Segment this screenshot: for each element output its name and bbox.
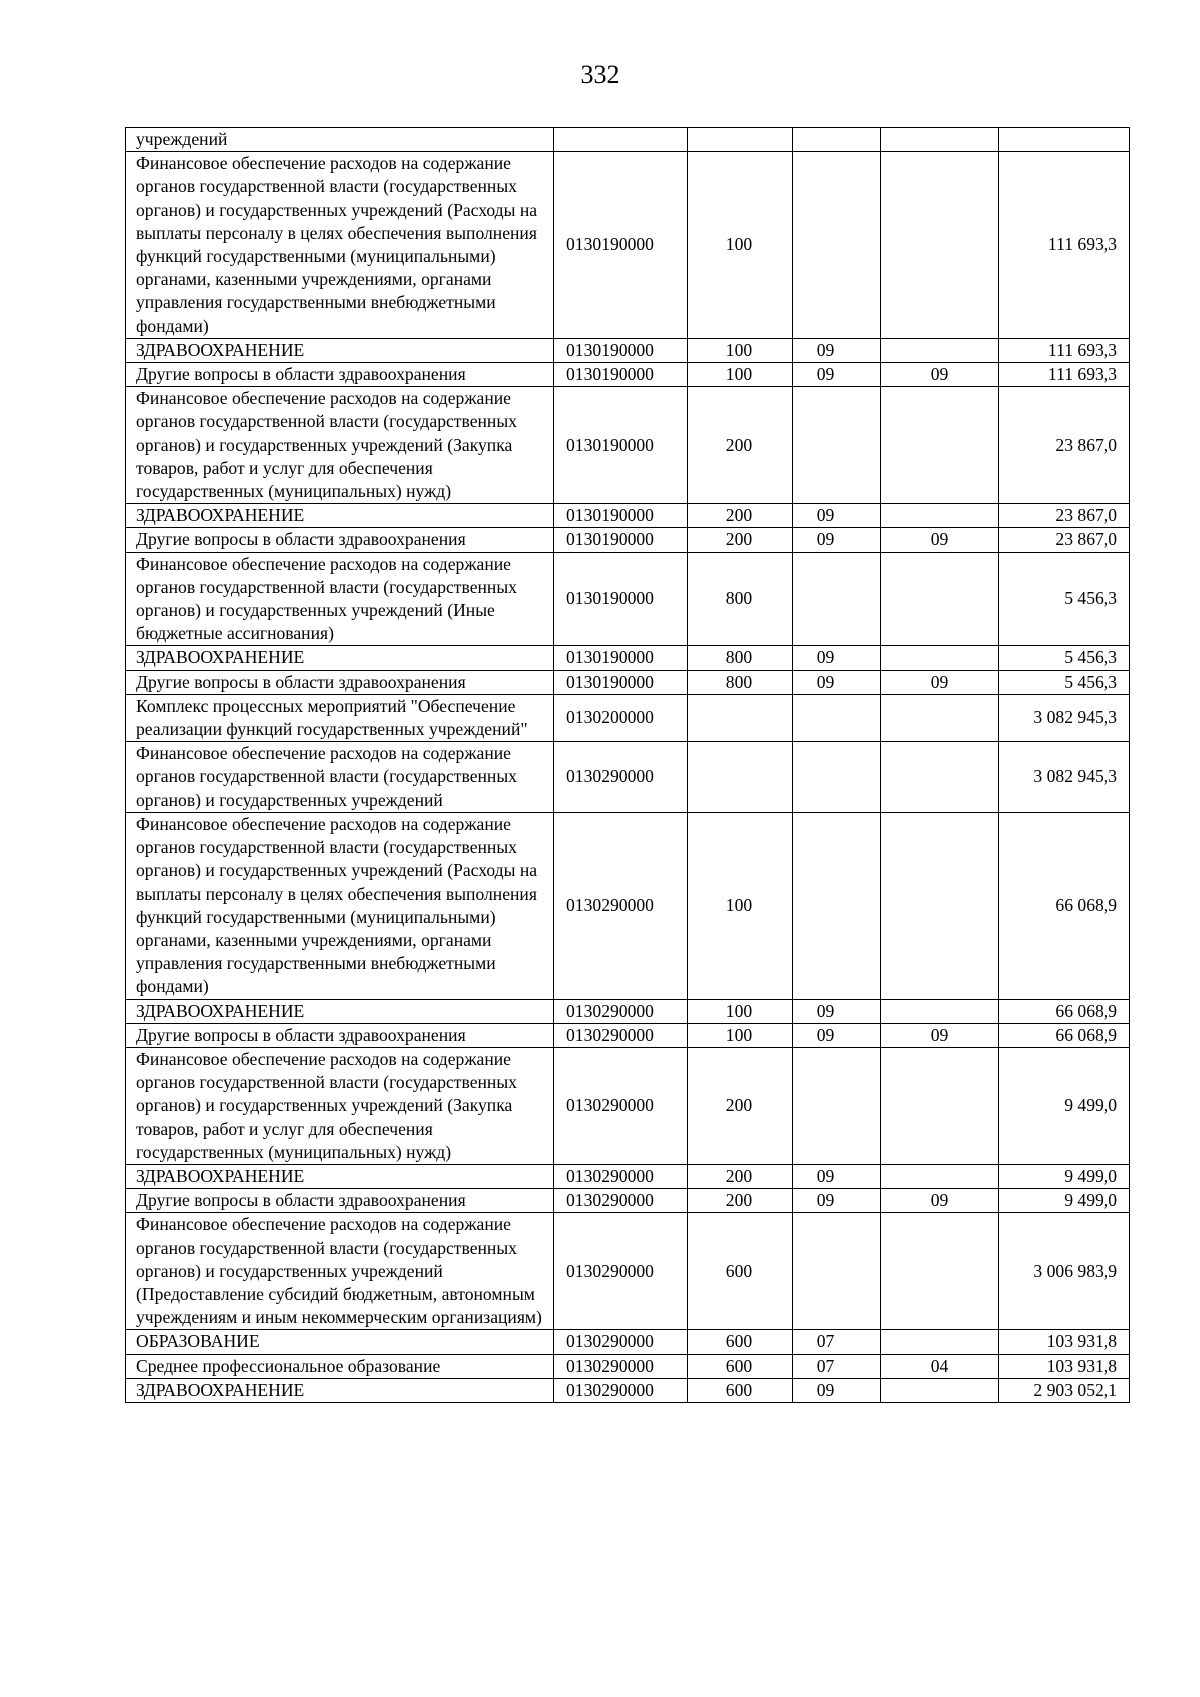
- row-expense-type-cell: 100: [688, 152, 793, 339]
- row-name-cell: ЗДРАВООХРАНЕНИЕ: [126, 1378, 554, 1402]
- table-row: [126, 338, 1130, 362]
- row-subsection-cell: [881, 128, 999, 152]
- row-subsection-cell: 09: [881, 528, 999, 552]
- row-subsection-cell: [881, 742, 999, 813]
- row-expense-type-cell: 800: [688, 670, 793, 694]
- row-name-cell: Финансовое обеспечение расходов на содержание органов государственной власти (государственных органов) и государственных учреждений (Закупка товаров, работ и услуг для обеспечения государственных (муниципальных) нужд): [126, 387, 554, 504]
- table-row: [126, 504, 1130, 528]
- row-target-article-cell: 0130190000: [554, 387, 688, 504]
- row-amount-cell: 66 068,9: [999, 999, 1130, 1023]
- row-amount-cell: 3 082 945,3: [999, 694, 1130, 741]
- row-section-cell: [793, 742, 881, 813]
- row-expense-type-cell: 100: [688, 363, 793, 387]
- row-expense-type-cell: 200: [688, 504, 793, 528]
- row-name-cell: ЗДРАВООХРАНЕНИЕ: [126, 338, 554, 362]
- table-row: [126, 1164, 1130, 1188]
- table-row: [126, 552, 1130, 646]
- row-amount-cell: 103 931,8: [999, 1330, 1130, 1354]
- row-name-cell: ЗДРАВООХРАНЕНИЕ: [126, 1164, 554, 1188]
- row-amount-cell: 111 693,3: [999, 338, 1130, 362]
- row-target-article-cell: 0130190000: [554, 152, 688, 339]
- row-target-article-cell: 0130290000: [554, 1047, 688, 1164]
- row-name-cell: ЗДРАВООХРАНЕНИЕ: [126, 999, 554, 1023]
- row-target-article-cell: 0130190000: [554, 338, 688, 362]
- row-subsection-cell: [881, 152, 999, 339]
- row-subsection-cell: [881, 504, 999, 528]
- row-amount-cell: [999, 128, 1130, 152]
- row-subsection-cell: 09: [881, 1023, 999, 1047]
- row-target-article-cell: 0130190000: [554, 646, 688, 670]
- row-subsection-cell: [881, 1047, 999, 1164]
- table-row: [126, 670, 1130, 694]
- table-row: [126, 999, 1130, 1023]
- table-row: [126, 1047, 1130, 1164]
- row-expense-type-cell: 600: [688, 1330, 793, 1354]
- row-section-cell: [793, 1213, 881, 1330]
- row-name-cell: Финансовое обеспечение расходов на содержание органов государственной власти (государственных органов) и государственных учреждений: [126, 742, 554, 813]
- row-amount-cell: 5 456,3: [999, 670, 1130, 694]
- row-expense-type-cell: 600: [688, 1378, 793, 1402]
- row-name-cell: Финансовое обеспечение расходов на содержание органов государственной власти (государственных органов) и государственных учреждений (Предоставление субсидий бюджетным, автономным учреждениям и иным некоммерческим организациям): [126, 1213, 554, 1330]
- row-section-cell: 07: [793, 1330, 881, 1354]
- row-target-article-cell: 0130200000: [554, 694, 688, 741]
- row-name-cell: Другие вопросы в области здравоохранения: [126, 363, 554, 387]
- row-amount-cell: 23 867,0: [999, 528, 1130, 552]
- row-amount-cell: 9 499,0: [999, 1189, 1130, 1213]
- row-section-cell: 09: [793, 646, 881, 670]
- row-target-article-cell: 0130190000: [554, 552, 688, 646]
- row-amount-cell: 66 068,9: [999, 1023, 1130, 1047]
- row-expense-type-cell: [688, 742, 793, 813]
- row-name-cell: Среднее профессиональное образование: [126, 1354, 554, 1378]
- row-amount-cell: 3 006 983,9: [999, 1213, 1130, 1330]
- row-subsection-cell: [881, 812, 999, 999]
- table-row: [126, 1330, 1130, 1354]
- row-target-article-cell: 0130290000: [554, 1213, 688, 1330]
- row-expense-type-cell: 600: [688, 1213, 793, 1330]
- row-section-cell: [793, 694, 881, 741]
- row-subsection-cell: [881, 999, 999, 1023]
- row-section-cell: 09: [793, 670, 881, 694]
- table-row: [126, 128, 1130, 152]
- page-number: 332: [580, 60, 620, 89]
- row-target-article-cell: 0130290000: [554, 1330, 688, 1354]
- row-section-cell: 09: [793, 1164, 881, 1188]
- table-row: [126, 1354, 1130, 1378]
- row-subsection-cell: [881, 338, 999, 362]
- row-subsection-cell: [881, 646, 999, 670]
- row-expense-type-cell: 200: [688, 528, 793, 552]
- row-expense-type-cell: [688, 128, 793, 152]
- table-row: [126, 363, 1130, 387]
- row-name-cell: Другие вопросы в области здравоохранения: [126, 1023, 554, 1047]
- row-name-cell: Другие вопросы в области здравоохранения: [126, 1189, 554, 1213]
- row-section-cell: 09: [793, 528, 881, 552]
- row-amount-cell: 66 068,9: [999, 812, 1130, 999]
- row-subsection-cell: [881, 1330, 999, 1354]
- row-target-article-cell: 0130290000: [554, 812, 688, 999]
- row-target-article-cell: 0130290000: [554, 1164, 688, 1188]
- row-section-cell: [793, 812, 881, 999]
- row-amount-cell: 23 867,0: [999, 504, 1130, 528]
- row-target-article-cell: 0130290000: [554, 1378, 688, 1402]
- row-expense-type-cell: 100: [688, 812, 793, 999]
- table-row: [126, 1189, 1130, 1213]
- row-amount-cell: 23 867,0: [999, 387, 1130, 504]
- row-section-cell: [793, 128, 881, 152]
- budget-table: [125, 127, 1130, 1403]
- row-name-cell: ЗДРАВООХРАНЕНИЕ: [126, 504, 554, 528]
- table-row: [126, 812, 1130, 999]
- row-subsection-cell: 09: [881, 670, 999, 694]
- row-expense-type-cell: [688, 694, 793, 741]
- table-row: [126, 1023, 1130, 1047]
- row-section-cell: 09: [793, 504, 881, 528]
- row-target-article-cell: 0130290000: [554, 1023, 688, 1047]
- row-name-cell: ОБРАЗОВАНИЕ: [126, 1330, 554, 1354]
- row-expense-type-cell: 100: [688, 338, 793, 362]
- row-section-cell: 09: [793, 1378, 881, 1402]
- row-amount-cell: 3 082 945,3: [999, 742, 1130, 813]
- table-row: [126, 152, 1130, 339]
- row-target-article-cell: 0130190000: [554, 363, 688, 387]
- row-expense-type-cell: 800: [688, 646, 793, 670]
- row-amount-cell: 5 456,3: [999, 646, 1130, 670]
- table-row: [126, 1378, 1130, 1402]
- row-subsection-cell: [881, 694, 999, 741]
- row-section-cell: [793, 552, 881, 646]
- row-section-cell: 07: [793, 1354, 881, 1378]
- row-section-cell: [793, 152, 881, 339]
- table-row: [126, 742, 1130, 813]
- row-expense-type-cell: 800: [688, 552, 793, 646]
- row-subsection-cell: [881, 387, 999, 504]
- row-target-article-cell: 0130290000: [554, 999, 688, 1023]
- row-subsection-cell: [881, 1378, 999, 1402]
- table-row: [126, 1213, 1130, 1330]
- row-amount-cell: 9 499,0: [999, 1164, 1130, 1188]
- row-subsection-cell: [881, 552, 999, 646]
- row-section-cell: 09: [793, 1189, 881, 1213]
- row-name-cell: Другие вопросы в области здравоохранения: [126, 670, 554, 694]
- row-amount-cell: 2 903 052,1: [999, 1378, 1130, 1402]
- row-amount-cell: 111 693,3: [999, 363, 1130, 387]
- row-target-article-cell: 0130290000: [554, 1189, 688, 1213]
- row-section-cell: 09: [793, 999, 881, 1023]
- row-expense-type-cell: 200: [688, 1189, 793, 1213]
- row-subsection-cell: 09: [881, 1189, 999, 1213]
- row-name-cell: Комплекс процессных мероприятий "Обеспечение реализации функций государственных учреждений": [126, 694, 554, 741]
- row-name-cell: ЗДРАВООХРАНЕНИЕ: [126, 646, 554, 670]
- row-name-cell: Финансовое обеспечение расходов на содержание органов государственной власти (государственных органов) и государственных учреждений (Расходы на выплаты персоналу в целях обеспечения выполнения функций государственными (муниципальными) органами, казенными учреждениями, органами управления государственными внебюджетными фондами): [126, 152, 554, 339]
- row-target-article-cell: 0130290000: [554, 1354, 688, 1378]
- row-subsection-cell: 04: [881, 1354, 999, 1378]
- row-expense-type-cell: 200: [688, 1164, 793, 1188]
- row-amount-cell: 5 456,3: [999, 552, 1130, 646]
- row-subsection-cell: [881, 1164, 999, 1188]
- row-subsection-cell: [881, 1213, 999, 1330]
- row-name-cell: Финансовое обеспечение расходов на содержание органов государственной власти (государственных органов) и государственных учреждений (Иные бюджетные ассигнования): [126, 552, 554, 646]
- row-name-cell: Финансовое обеспечение расходов на содержание органов государственной власти (государственных органов) и государственных учреждений (Закупка товаров, работ и услуг для обеспечения государственных (муниципальных) нужд): [126, 1047, 554, 1164]
- row-target-article-cell: 0130190000: [554, 504, 688, 528]
- row-expense-type-cell: 100: [688, 999, 793, 1023]
- row-subsection-cell: 09: [881, 363, 999, 387]
- row-name-cell: Другие вопросы в области здравоохранения: [126, 528, 554, 552]
- row-expense-type-cell: 100: [688, 1023, 793, 1047]
- row-section-cell: 09: [793, 1023, 881, 1047]
- row-amount-cell: 103 931,8: [999, 1354, 1130, 1378]
- table-row: [126, 646, 1130, 670]
- row-target-article-cell: 0130290000: [554, 742, 688, 813]
- row-section-cell: [793, 1047, 881, 1164]
- row-target-article-cell: [554, 128, 688, 152]
- row-target-article-cell: 0130190000: [554, 670, 688, 694]
- table-row: [126, 387, 1130, 504]
- row-target-article-cell: 0130190000: [554, 528, 688, 552]
- table-row: [126, 528, 1130, 552]
- row-name-cell: учреждений: [126, 128, 554, 152]
- row-amount-cell: 9 499,0: [999, 1047, 1130, 1164]
- table-body: [126, 128, 1130, 1403]
- row-amount-cell: 111 693,3: [999, 152, 1130, 339]
- row-expense-type-cell: 200: [688, 1047, 793, 1164]
- row-section-cell: 09: [793, 338, 881, 362]
- row-expense-type-cell: 200: [688, 387, 793, 504]
- row-section-cell: 09: [793, 363, 881, 387]
- row-expense-type-cell: 600: [688, 1354, 793, 1378]
- row-name-cell: Финансовое обеспечение расходов на содержание органов государственной власти (государственных органов) и государственных учреждений (Расходы на выплаты персоналу в целях обеспечения выполнения функций государственными (муниципальными) органами, казенными учреждениями, органами управления государственными внебюджетными фондами): [126, 812, 554, 999]
- table-row: [126, 694, 1130, 741]
- row-section-cell: [793, 387, 881, 504]
